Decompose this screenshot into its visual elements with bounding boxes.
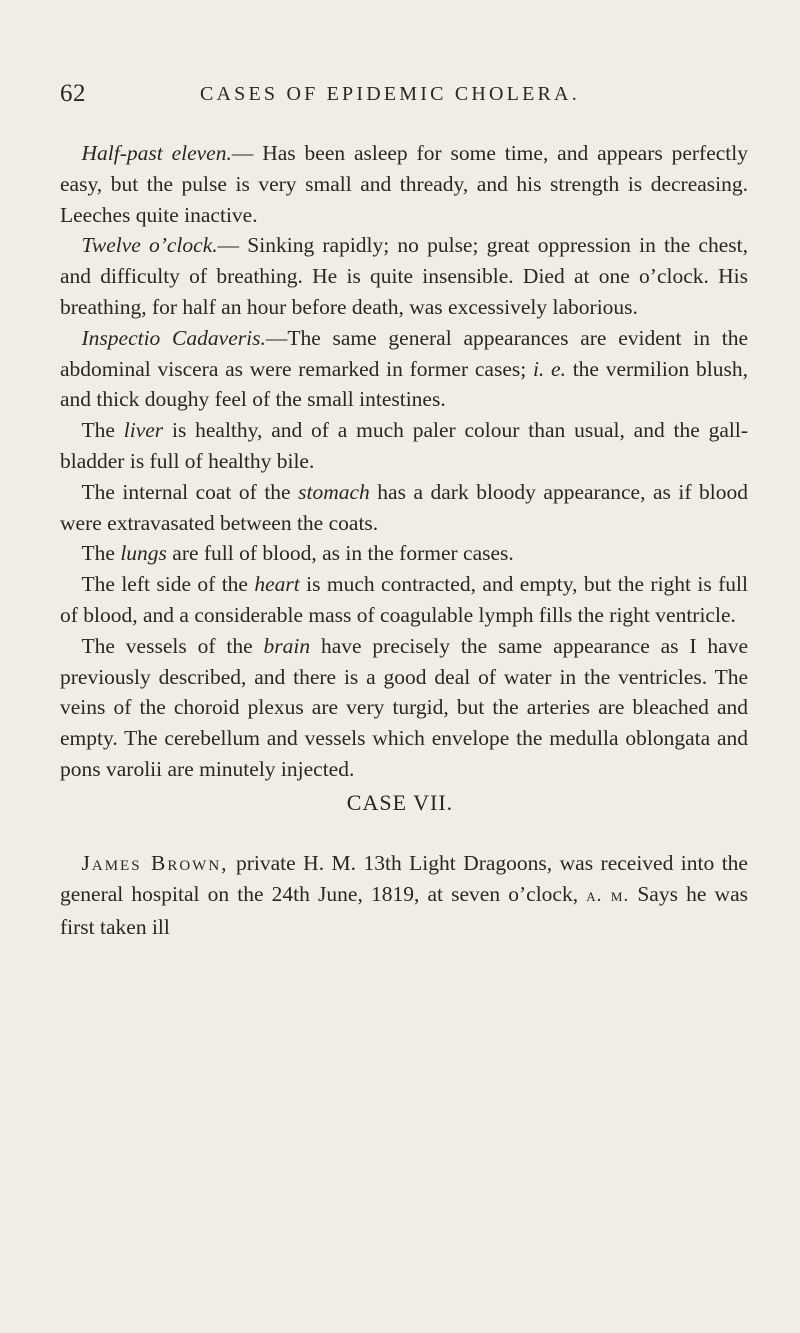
paragraph-stomach: [60, 477, 748, 539]
page-number: 62: [60, 80, 86, 107]
paragraph-text: The vessels of the: [81, 633, 264, 658]
running-head: CASES OF EPIDEMIC CHOLERA.: [200, 83, 580, 105]
paragraph-case-intro: [60, 848, 748, 942]
paragraph-text: — Sinking rapidly; no pulse; great oppression in the chest, and difficulty of breathing. He is quite insensible. Died at one o’clock. His breathing, for half an hour before death, was excessively laborious.: [60, 233, 748, 319]
paragraph-lungs: [60, 538, 748, 569]
time-heading: Twelve o’clock.: [81, 233, 218, 258]
section-heading: Inspectio Cadaveris.: [81, 325, 266, 350]
time-heading: Half-past eleven.: [81, 141, 232, 165]
paragraph-text: — Has been asleep for some time, and appears perfectly easy, but the pulse is very small and thready, and his strength is decreasing. Leeches quite inactive.: [60, 141, 748, 227]
organ-term: heart: [254, 572, 300, 597]
paragraph-text: The: [81, 541, 121, 566]
organ-term: liver: [123, 418, 164, 443]
paragraph-liver: [60, 415, 748, 477]
paragraph-twelve-oclock: [60, 230, 748, 322]
abbreviation: i. e.: [532, 356, 566, 381]
paragraph-text: is healthy, and of a much paler colour than usual, and the gall-bladder is full of healthy bile.: [60, 418, 748, 473]
paragraph-half-past-eleven: [60, 138, 748, 230]
paragraph-text: The internal coat of the: [81, 479, 299, 504]
time-abbreviation: a. m.: [586, 884, 630, 906]
case-heading: CASE VII.: [346, 790, 454, 815]
page-header: [60, 80, 760, 114]
body-text: [60, 138, 748, 785]
organ-term: stomach: [298, 479, 370, 504]
organ-term: lungs: [120, 541, 167, 566]
paragraph-brain: [60, 631, 748, 785]
paragraph-text: —The same general appearances are evident in the abdominal viscera as were remarked in former cases;: [60, 325, 748, 381]
paragraph-text: has a dark bloody appearance, as if blood were extravasated between the coats.: [60, 479, 749, 535]
paragraph-text: The left side of the: [81, 572, 255, 597]
case-text: [60, 848, 748, 942]
paragraph-text: Says he was first taken ill: [60, 881, 748, 939]
organ-term: brain: [263, 633, 311, 658]
paragraph-heart: [60, 569, 748, 631]
paragraph-text: are full of blood, as in the former cases.: [166, 541, 514, 566]
paragraph-text: The: [81, 418, 124, 443]
paragraph-text: the vermilion blush, and thick doughy feel of the small intestines.: [60, 356, 748, 412]
paragraph-text: is much contracted, and empty, but the right is full of blood, and a considerable mass of coagulable lymph fills the right ventricle.: [60, 572, 749, 627]
paragraph-inspectio: [60, 323, 748, 415]
paragraph-text: have precisely the same appearance as I have previously described, and there is a good deal of water in the ventricles. The veins of the choroid plexus are very turgid, but the arteries are bleached and empty. The cerebellum and vessels which envelope the medulla oblongata and pons varolii are minutely injected.: [60, 633, 749, 781]
patient-name: James Brown,: [81, 851, 229, 875]
paragraph-text: private H. M. 13th Light Dragoons, was received into the general hospital on the 24th June, 1819, at seven o’clock,: [60, 851, 748, 906]
